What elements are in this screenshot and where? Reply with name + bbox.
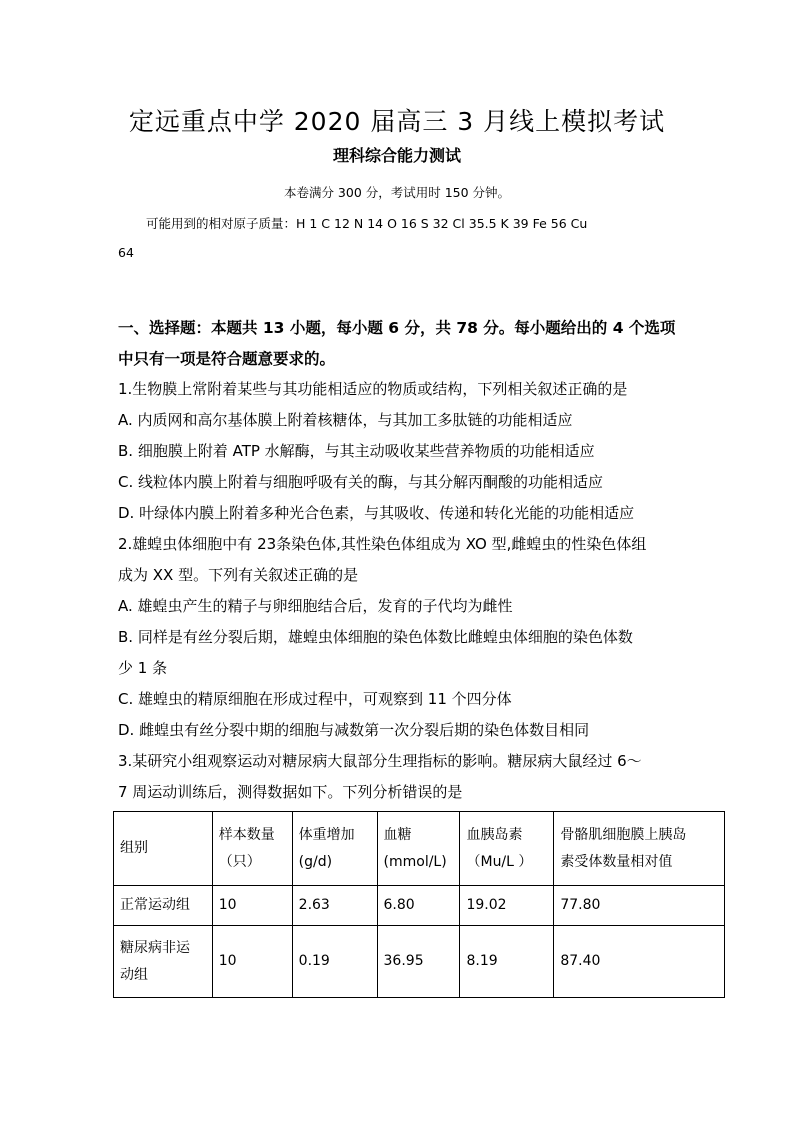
q2-option-a: A. 雄蝗虫产生的精子与卵细胞结合后，发育的子代均为雌性	[118, 597, 513, 615]
atomic-mass-line-2: 64	[118, 245, 134, 260]
q2-option-b-1: B. 同样是有丝分裂后期，雄蝗虫体细胞的染色体数比雌蝗虫体细胞的染色体数	[118, 628, 633, 646]
table-cell: 19.02	[460, 886, 554, 926]
q1-option-b: B. 细胞膜上附着 ATP 水解酶，与其主动吸收某些营养物质的功能相适应	[118, 442, 595, 460]
table-cell: 糖尿病非运 动组	[114, 926, 213, 998]
table-row	[114, 926, 725, 998]
table-cell: 87.40	[554, 926, 725, 998]
section-heading-2: 中只有一项是符合题意要求的。	[118, 350, 336, 368]
exam-title: 定远重点中学 2020 届高三 3 月线上模拟考试	[128, 107, 666, 136]
q2-option-b-2: 少 1 条	[118, 659, 168, 677]
q1-option-a: A. 内质网和高尔基体膜上附着核糖体，与其加工多肽链的功能相适应	[118, 411, 573, 429]
table-header-row	[114, 812, 725, 886]
table-cell: 8.19	[460, 926, 554, 998]
q1-option-d: D. 叶绿体内膜上附着多种光合色素，与其吸收、传递和转化光能的功能相适应	[118, 504, 635, 522]
q2-option-d: D. 雌蝗虫有丝分裂中期的细胞与减数第一次分裂后期的染色体数目相同	[118, 721, 590, 739]
q2-stem-1: 2.雄蝗虫体细胞中有 23条染色体,其性染色体组成为 XO 型,雌蝗虫的性染色体组	[118, 535, 647, 553]
table-header-cell: 体重增加 (g/d)	[292, 812, 377, 886]
table-header-cell: 骨骼肌细胞膜上胰岛 素受体数量相对值	[554, 812, 725, 886]
table-header-cell: 组别	[114, 812, 213, 886]
q1-stem: 1.生物膜上常附着某些与其功能相适应的物质或结构，下列相关叙述正确的是	[118, 380, 628, 398]
table-cell: 36.95	[377, 926, 460, 998]
q3-stem-2: 7 周运动训练后，测得数据如下。下列分析错误的是	[118, 783, 463, 801]
q3-stem-1: 3.某研究小组观察运动对糖尿病大鼠部分生理指标的影响。糖尿病大鼠经过 6～	[118, 752, 642, 770]
q2-stem-2: 成为 XX 型。下列有关叙述正确的是	[118, 566, 359, 584]
table-cell: 10	[212, 926, 292, 998]
atomic-mass-line-1: 可能用到的相对原子质量：H 1 C 12 N 14 O 16 S 32 Cl 35.5 K 39 Fe 56 Cu	[146, 216, 588, 231]
table-header-cell: 血糖 (mmol/L)	[377, 812, 460, 886]
q2-option-c: C. 雄蝗虫的精原细胞在形成过程中，可观察到 11 个四分体	[118, 690, 512, 708]
data-table	[113, 811, 725, 998]
section-heading-1: 一、选择题：本题共 13 小题，每小题 6 分，共 78 分。每小题给出的 4 个选项	[118, 319, 676, 337]
table-cell: 77.80	[554, 886, 725, 926]
table-header-cell: 样本数量 （只）	[212, 812, 292, 886]
table-cell: 6.80	[377, 886, 460, 926]
table-cell: 正常运动组	[114, 886, 213, 926]
exam-info: 本卷满分 300 分，考试用时 150 分钟。	[283, 185, 511, 200]
table-cell: 0.19	[292, 926, 377, 998]
table-cell: 10	[212, 886, 292, 926]
table-header-cell: 血胰岛素 （Mu/L ）	[460, 812, 554, 886]
exam-subtitle: 理科综合能力测试	[332, 146, 461, 165]
table-row	[114, 886, 725, 926]
table-cell: 2.63	[292, 886, 377, 926]
q1-option-c: C. 线粒体内膜上附着与细胞呼吸有关的酶，与其分解丙酮酸的功能相适应	[118, 473, 604, 491]
